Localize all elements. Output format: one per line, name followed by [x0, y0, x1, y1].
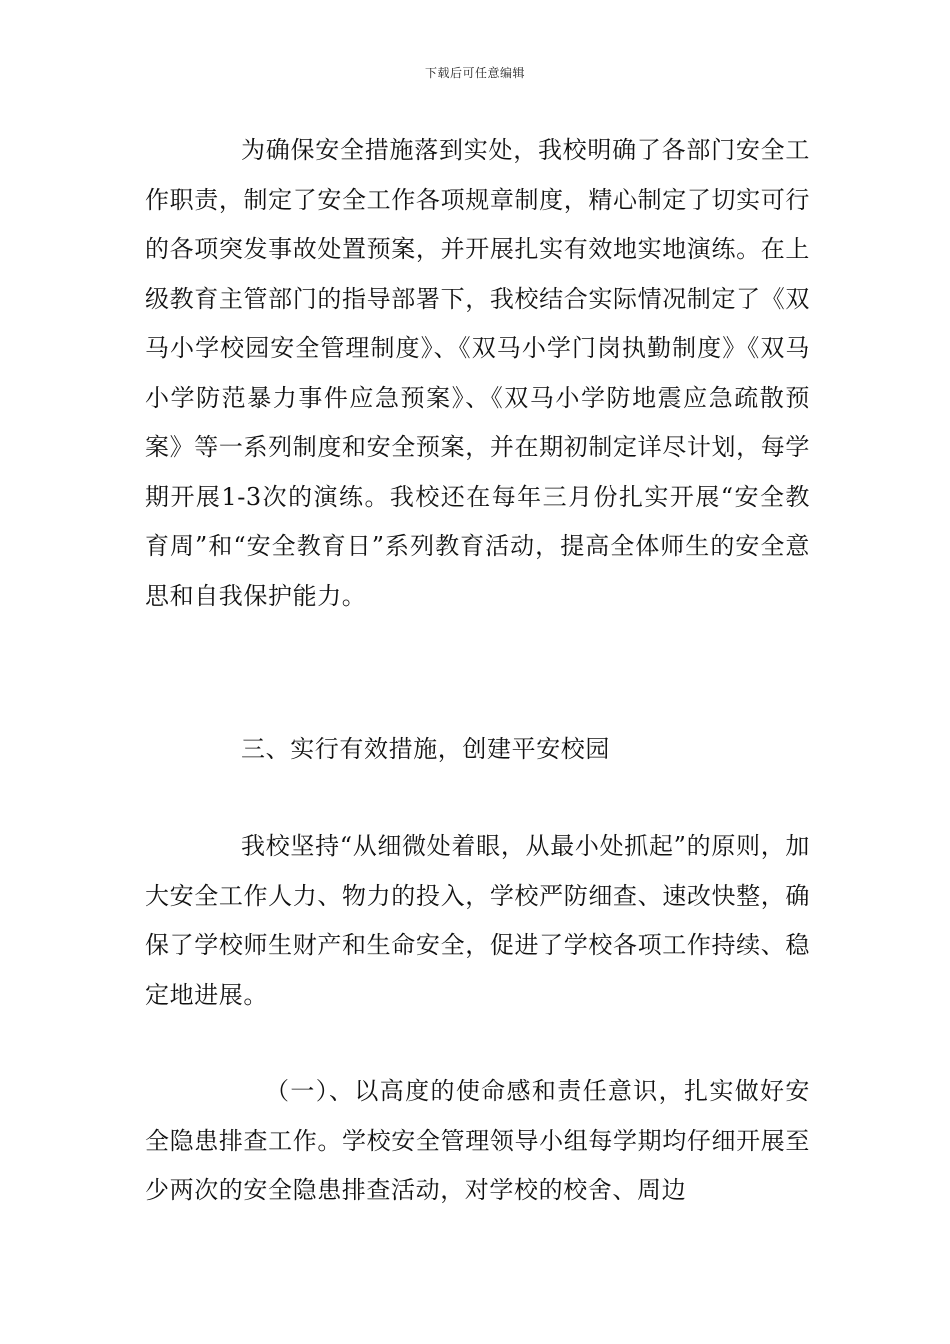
paragraph-safety-measures: 为确保安全措施落到实处，我校明确了各部门安全工作职责，制定了安全工作各项规章制度，精心制定了切实可行的各项突发事故处置预案，并开展扎实有效地实地演练。在上级教育主管部门的指导部署下，我校结合实际情况制定了《双马小学校园安全管理制度》、《双马小学门岗执勤制度》《双马小学防范暴力事件应急预案》、《双马小学防地震应急疏散预案》等一系列制度和安全预案，并在期初制定详尽计划，每学期开展1-3次的演练。我校还在每年三月份扎实开展“安全教育周”和“安全教育日”系列教育活动，提高全体师生的安全意思和自我保护能力。: [145, 136, 810, 610]
paragraph-hazard-inspection: （一）、以高度的使命感和责任意识，扎实做好安全隐患排查工作。学校安全管理领导小组每学期均仔细开展至少两次的安全隐患排查活动，对学校的校舍、周边: [145, 1077, 810, 1204]
header-note: 下载后可任意编辑: [424, 66, 525, 80]
section-heading: 三、实行有效措施，创建平安校园: [241, 735, 610, 763]
paragraph-principle: 我校坚持“从细微处着眼，从最小处抓起”的原则，加大安全工作人力、物力的投入，学校严防细查、速改快整，确保了学校师生财产和生命安全，促进了学校各项工作持续、稳定地进展。: [145, 832, 810, 1009]
